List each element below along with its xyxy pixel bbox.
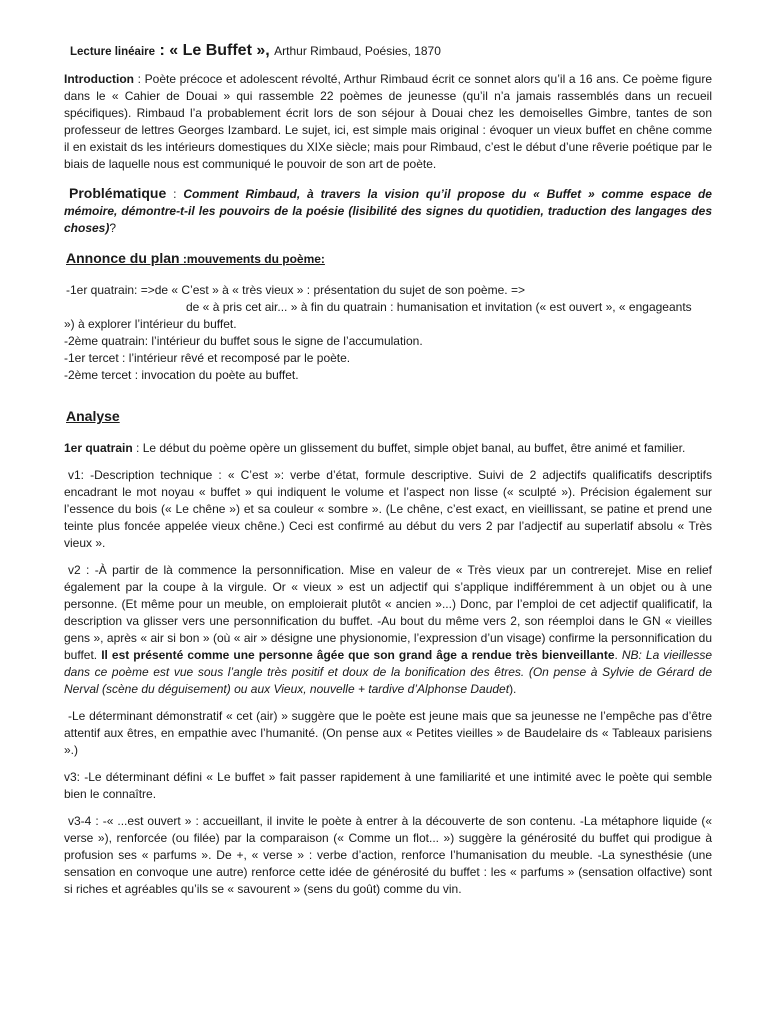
analyse-heading-title: Analyse (66, 408, 120, 424)
plan-list (64, 282, 712, 384)
plan-heading-title: Annonce du plan (66, 250, 180, 266)
document-title (70, 42, 712, 61)
v2-nb: NB: (621, 648, 642, 662)
v2-text-d: La vieillesse dans ce poème est vue sous l’angle très positif et doux de la bonification des êtres. (On pense à Sylvie de Gérard de Nerval (scène du déguisement) ou aux Vieux, nouvelle + tardive d’Alphonse Daudet (64, 648, 712, 696)
title-label: Lecture linéaire (70, 46, 156, 58)
v2-text-bold: Il est présenté comme une personne âgée que son grand âge a rendue très bienveillante (101, 648, 615, 662)
analyse-v1-paragraph: v1: -Description technique : « C’est »: verbe d’état, formule descriptive. Suivi de 2 adjectifs qualificatifs descriptifs encadrant le mot noyau « buffet » qui indiquent le volume et l’aspect non lisse (« sculpté »). Précision également sur l’essence du bois (« Le chêne ») et sa couleur « sombre ». (Le chêne, c’est exact, en vieillissant, se patine et prend une teinte plus foncée appelée vieux chêne.) Ceci est confirmé au début du vers 2 par l’adjectif au superlatif absolu « Très vieux ». (64, 468, 712, 550)
analyse-heading (66, 408, 712, 426)
v2-text-e: ). (509, 682, 517, 696)
problematique-end: ? (109, 221, 117, 235)
introduction-label: Introduction (64, 72, 134, 86)
q1-text: : Le début du poème opère un glissement du buffet, simple objet banal, au buffet, être animé et familier. (132, 441, 686, 455)
plan-item-q1-c: ») à explorer l’intérieur du buffet. (64, 317, 237, 331)
plan-item-t1: -1er tercet : l’intérieur rêvé et recomposé par le poète. (64, 351, 351, 365)
introduction-text: : Poète précoce et adolescent révolté, Arthur Rimbaud écrit ce sonnet alors qu’il a 16 ans. Ce poème figure dans le « Cahier de Douai » qui rassemble 22 poèmes de jeunesse (qu’il n’a jamais rassemblés dans un recueil spécifiques). Rimbaud l’a probablement écrit lors de son séjour à Douai chez les demoiselles Gimbre, tantes de son professeur de lettres Georges Izambard. Le sujet, ici, est simple mais original : évoquer un vieux buffet en chêne comme il en existait ds les intérieurs domestiques du XIXe siècle; mais pour Rimbaud, c’est le début d’une rêverie poétique par le biais de laquelle nous est communiqué le pouvoir de son art de poète. (64, 72, 712, 171)
plan-item-q2: -2ème quatrain: l’intérieur du buffet sous le signe de l’accumulation. (64, 334, 423, 348)
plan-item-t2: -2ème tercet : invocation du poète au buffet. (64, 368, 299, 382)
problematique-sep: : (166, 187, 184, 201)
v2-text-c: . (614, 648, 622, 662)
plan-item-q1-b: de « à pris cet air... » à fin du quatrain : humanisation et invitation (« est ouvert », « engageants (186, 300, 692, 314)
plan-heading (66, 249, 712, 268)
problematique-label: Problématique (69, 185, 167, 201)
analyse-v3-paragraph: v3: -Le déterminant défini « Le buffet » fait passer rapidement à une familiarité et une intimité avec le poète qui semble bien le connaître. (64, 770, 712, 801)
analyse-q1-paragraph (64, 440, 712, 457)
v2-text-a: v2 : -À partir de là commence la personnification. Mise en valeur de « Très vieux par un contrerejet. Mise en relief également par la coupe à la virgule. Or « vieux » est un adjectif qui s’applique indifféremment à un objet ou à une personne. (Et même pour un meuble, on emploierait plutôt « ancien »...) Donc, par l’emploi de cet adjectif qualificatif, la description va glisser vers une personnification du buffet. -Au bout du même vers 2, son réemploi dans le GN « vieilles gens », après « air si bon » (où « air » désigne une physionomie, l’expression d’un visage) confirme la personnification du buffet. (64, 563, 712, 662)
problematique-paragraph (64, 185, 712, 237)
title-source: Arthur Rimbaud, Poésies, 1870 (274, 44, 441, 58)
title-work: : « Le Buffet », (155, 42, 275, 59)
analyse-v34-paragraph: v3-4 : -« ...est ouvert » : accueillant, il invite le poète à entrer à la découverte de son contenu. -La métaphore liquide (« verse »), renforcée (ou filée) par la comparaison (« Comme un flot... ») suggère la générosité du buffet qui prodigue à profusion ses « parfums ». De +, « verse » : verbe d’action, renforce l’humanisation du meuble. -La synesthésie (une sensation en convoque une autre) renforce cette idée de générosité du buffet : les « parfums » (sensation olfactive) sont si riches et agréables qu’ils se « savourent » (sens du goût) comme du vin. (64, 814, 712, 896)
analyse-det-paragraph: -Le déterminant démonstratif « cet (air) » suggère que le poète est jeune mais que sa jeunesse ne l’empêche pas d’être attentif aux êtres, en empathie avec l’humanité. (On pense aux « Petites vieilles » de Baudelaire ds « Tableaux parisiens ».) (64, 709, 712, 757)
document (64, 42, 712, 908)
problematique-text: Comment Rimbaud, à travers la vision qu’il propose du « Buffet » comme espace de mémoire, démontre-t-il les pouvoirs de la poésie (lisibilité des signes du quotidien, traduction des langages des choses) (64, 187, 712, 235)
introduction-paragraph (64, 71, 712, 173)
plan-item-q1-a: -1er quatrain: =>de « C’est » à « très vieux » : présentation du sujet de son poème. => (66, 283, 525, 297)
analyse-v2-paragraph (64, 562, 712, 698)
plan-heading-sub: :mouvements du poème: (179, 252, 325, 266)
q1-label: 1er quatrain (64, 441, 133, 455)
